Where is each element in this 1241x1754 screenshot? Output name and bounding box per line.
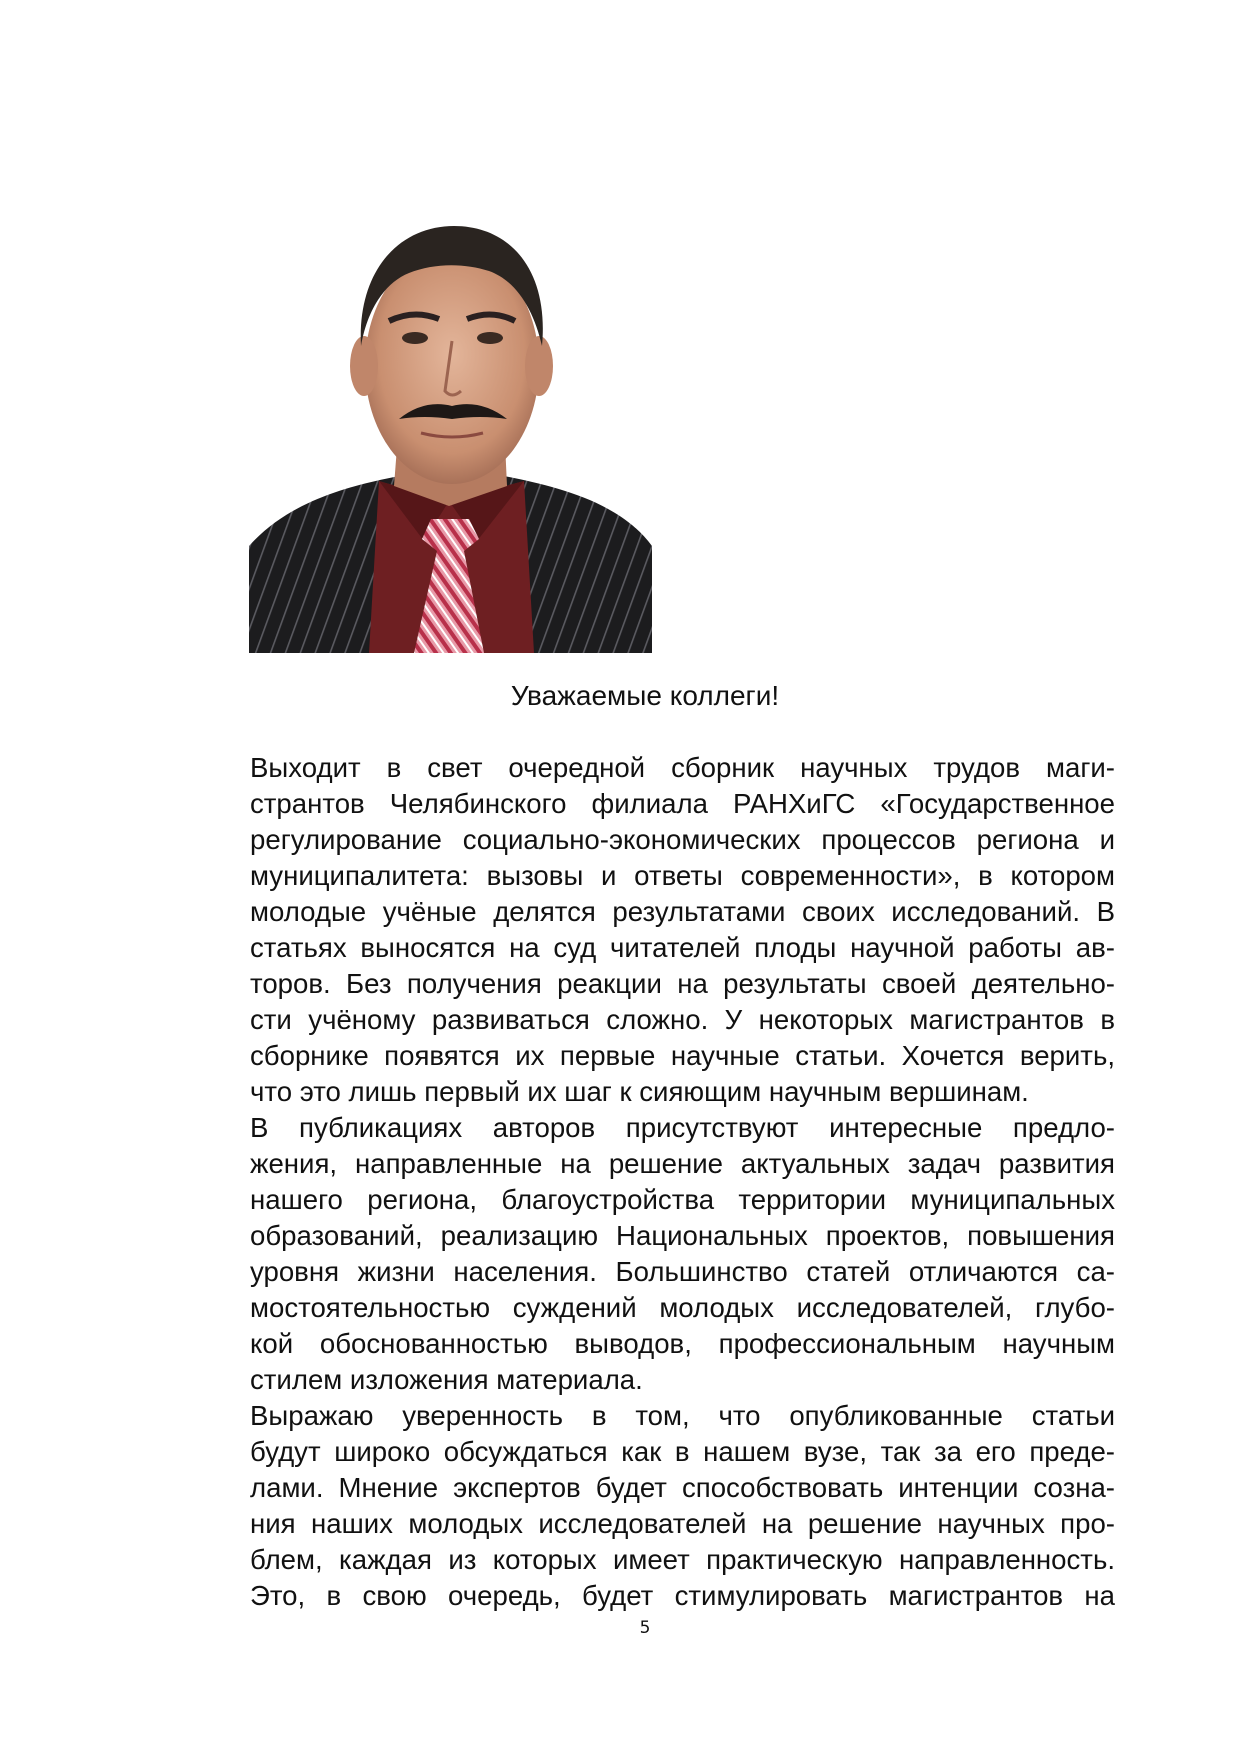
text-line: мостоятельностью суждений молодых исследователей, глубо-: [250, 1292, 1115, 1323]
letter-body: [178, 750, 1115, 1614]
salutation-heading: Уважаемые коллеги!: [510, 680, 780, 711]
text-line: что это лишь первый их шаг к сияющим научным вершинам.: [250, 1076, 1029, 1107]
text-line: сти учёному развиваться сложно. У некоторых магистрантов в: [250, 1004, 1115, 1035]
text-line: торов. Без получения реакции на результаты своей деятельно-: [250, 968, 1115, 999]
text-line: лами. Мнение экспертов будет способствовать интенции созна-: [250, 1472, 1115, 1503]
author-portrait-photo: [249, 201, 652, 653]
text-line: муниципалитета: вызовы и ответы современности», в котором: [250, 860, 1115, 891]
text-line: жения, направленные на решение актуальных задач развития: [250, 1148, 1115, 1179]
text-line: В публикациях авторов присутствуют интересные предло-: [250, 1112, 1115, 1143]
text-line: ния наших молодых исследователей на решение научных про-: [250, 1508, 1115, 1539]
text-line: статьях выносятся на суд читателей плоды научной работы ав-: [250, 932, 1115, 963]
paragraph: [178, 1398, 1115, 1614]
text-line: кой обоснованностью выводов, профессиональным научным: [250, 1328, 1115, 1359]
paragraph: [178, 750, 1115, 1110]
text-line: сборнике появятся их первые научные статьи. Хочется верить,: [250, 1040, 1115, 1071]
text-line: Выражаю уверенность в том, что опубликованные статьи: [250, 1400, 1115, 1431]
text-line: стилем изложения материала.: [250, 1364, 643, 1395]
portrait-illustration: [249, 201, 652, 653]
text-line: молодые учёные делятся результатами своих исследований. В: [250, 896, 1115, 927]
text-line: будут широко обсуждаться как в нашем вузе, так за его преде-: [250, 1436, 1115, 1467]
text-line: Выходит в свет очередной сборник научных трудов маги-: [250, 752, 1115, 783]
text-line: регулирование социально-экономических процессов региона и: [250, 824, 1115, 855]
paragraph: [178, 1110, 1115, 1398]
text-line: нашего региона, благоустройства территории муниципальных: [250, 1184, 1115, 1215]
text-line: странтов Челябинского филиала РАНХиГС «Государственное: [250, 788, 1115, 819]
text-line: уровня жизни населения. Большинство статей отличаются са-: [250, 1256, 1115, 1287]
page-number: 5: [639, 1618, 651, 1638]
text-line: блем, каждая из которых имеет практическую направленность.: [250, 1544, 1115, 1575]
text-line: Это, в свою очередь, будет стимулировать магистрантов на: [250, 1580, 1115, 1611]
text-line: образований, реализацию Национальных проектов, повышения: [250, 1220, 1115, 1251]
